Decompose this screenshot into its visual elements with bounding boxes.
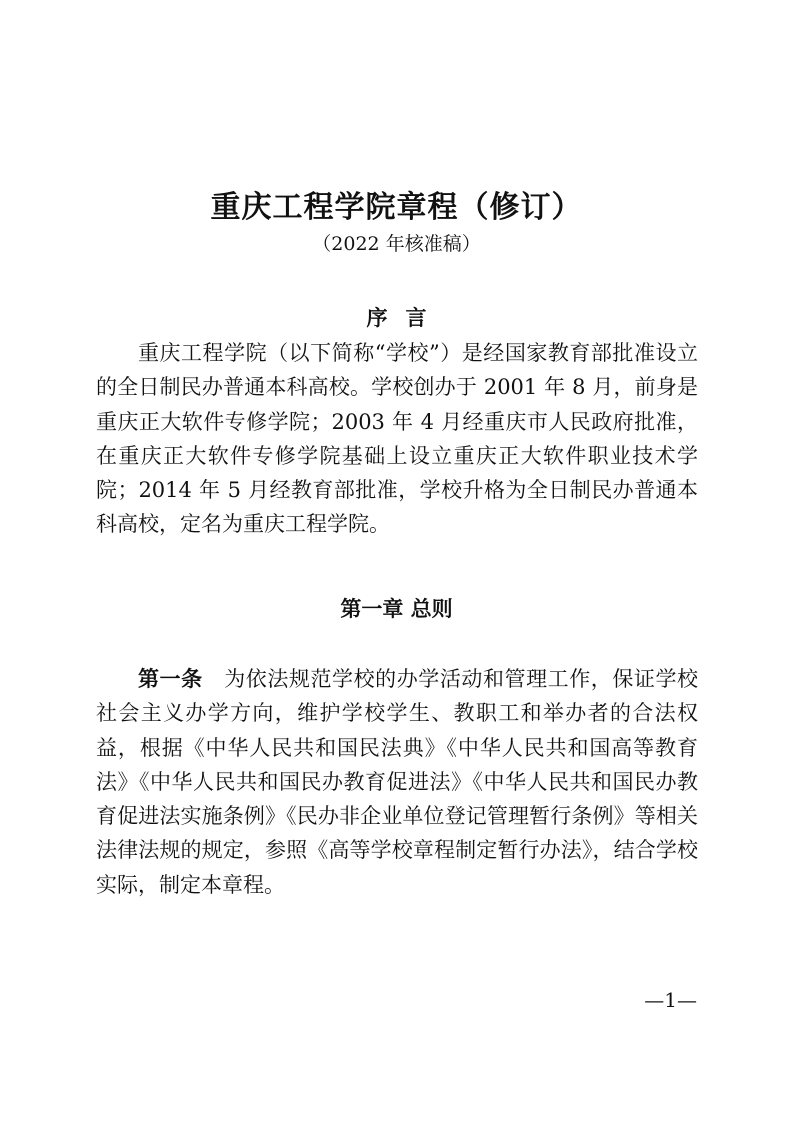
page-number: —1— <box>644 988 697 1012</box>
article-label: 第一条 <box>138 667 203 691</box>
article-paragraph <box>96 662 698 902</box>
chapter-heading: 第一章 总则 <box>340 597 453 621</box>
preface-paragraph: 重庆工程学院（以下简称“学校”）是经国家教育部批准设立的全日制民办普通本科高校。学校创办于 2001 年 8 月，前身是重庆正大软件专修学院；2003 年 4 月经重庆市人民政府批准，在重庆正大软件专修学院基础上设立重庆正大软件职业技术学院；2014 年 5 月经教育部批准，学校升格为全日制民办普通本科高校，定名为重庆工程学院。 <box>96 341 698 537</box>
document-title: 重庆工程学院章程（修订） <box>210 190 583 225</box>
preface-heading: 序言 <box>366 306 445 330</box>
article-spacer <box>203 667 225 691</box>
article-text: 为依法规范学校的办学活动和管理工作，保证学校社会主义办学方向，维护学校学生、教职工和举办者的合法权益，根据《中华人民共和国民法典》《中华人民共和国高等教育法》《中华人民共和国民办教育促进法》《中华人民共和国民办教育促进法实施条例》《民办非企业单位登记管理暂行条例》等相关法律法规的规定，参照《高等学校章程制定暂行办法》，结合学校实际，制定本章程。 <box>96 667 699 897</box>
document-subtitle: （2022 年核准稿） <box>312 233 481 255</box>
